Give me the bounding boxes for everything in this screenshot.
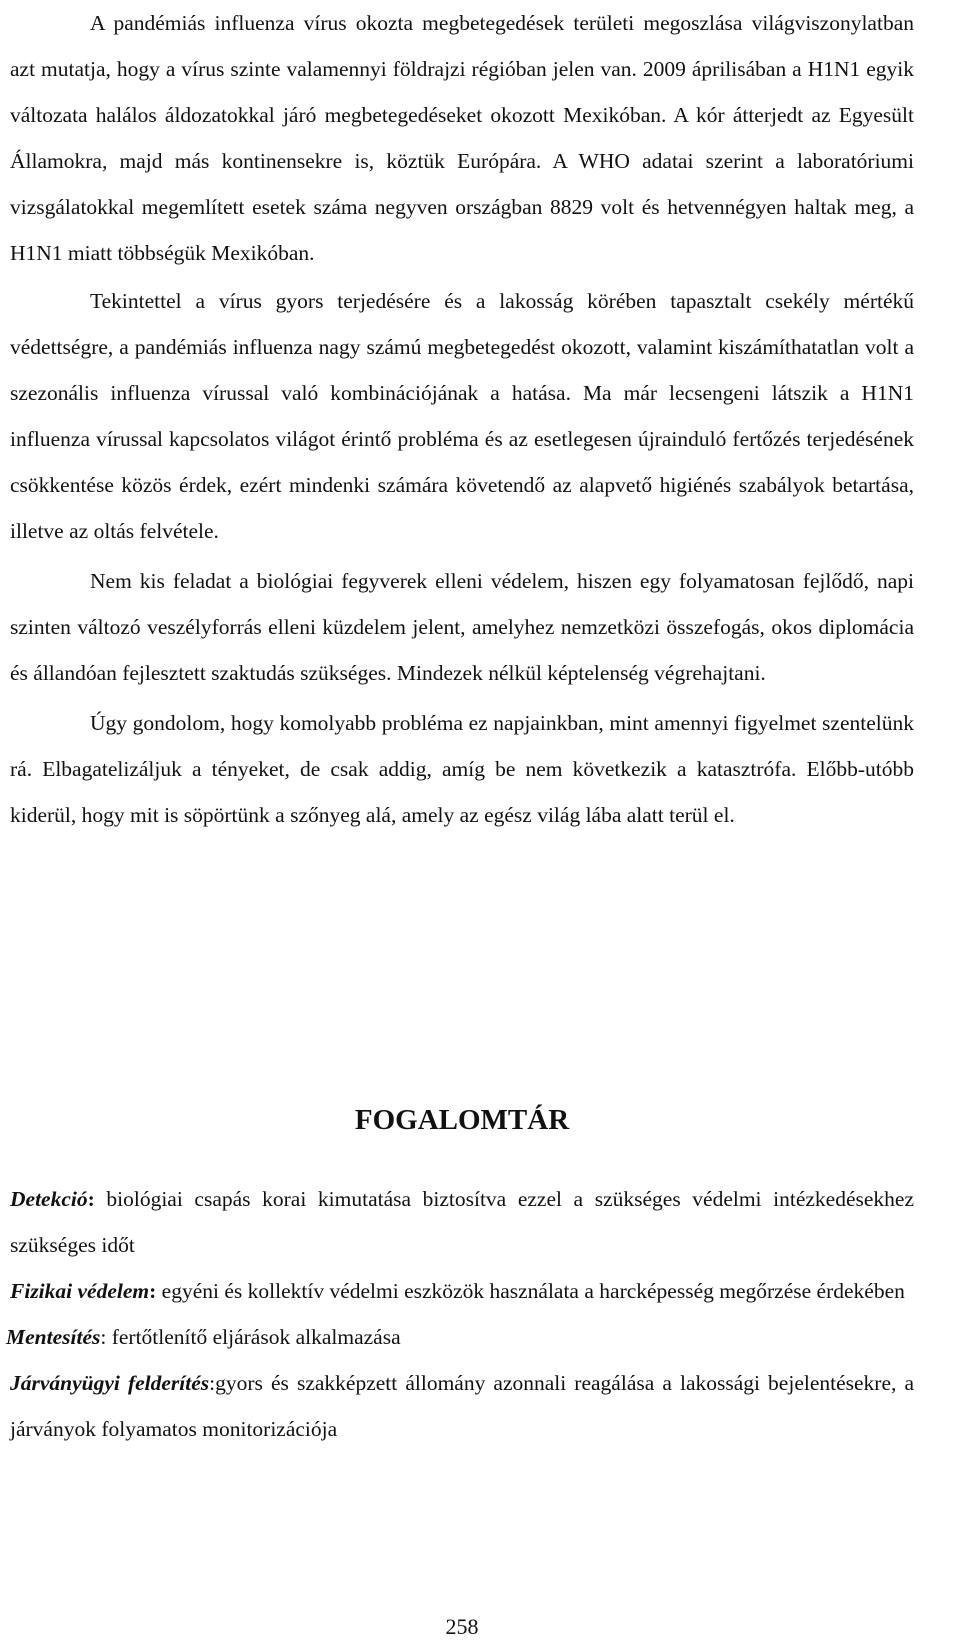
glossary-term-separator: : <box>87 1187 95 1211</box>
glossary-definition: egyéni és kollektív védelmi eszközök használata a harcképesség megőrzése érdekében <box>156 1279 905 1303</box>
glossary-entry-mentesites <box>6 1314 914 1360</box>
paragraph-virus-spread: Tekintettel a vírus gyors terjedésére és a lakosság körében tapasztalt csekély mértékű védettségre, a pandémiás influenza nagy számú megbetegedést okozott, valamint kiszámíthatatlan volt a szezonális influenza vírussal való kombinációjának a hatása. Ma már lecsengeni látszik a H1N1 influenza vírussal kapcsolatos világot érintő probléma és az esetlegesen újrainduló fertőzés terjedésének csökkentése közös érdek, ezért mindenki számára követendő az alapvető higiénés szabályok betartása, illetve az oltás felvétele. <box>10 289 914 543</box>
paragraph-biological-defense: Nem kis feladat a biológiai fegyverek elleni védelem, hiszen egy folyamatosan fejlődő, napi szinten változó veszélyforrás elleni küzdelem jelent, amelyhez nemzetközi összefogás, okos diplomácia és állandóan fejlesztett szaktudás szükséges. Mindezek nélkül képtelenség végrehajtani. <box>10 569 914 685</box>
paragraph-pandemic-distribution: A pandémiás influenza vírus okozta megbetegedések területi megoszlása világviszonylatban azt mutatja, hogy a vírus szinte valamennyi földrajzi régióban jelen van. 2009 áprilisában a H1N1 egyik változata halálos áldozatokkal járó megbetegedéseket okozott Mexikóban. A kór átterjedt az Egyesült Államokra, majd más kontinensekre is, köztük Európára. A WHO adatai szerint a laboratóriumi vizsgálatokkal megemlített esetek száma negyven országban 8829 volt és hetvennégyen haltak meg, a H1N1 miatt többségük Mexikóban. <box>10 11 914 265</box>
glossary-entry-detekcio <box>10 1176 914 1268</box>
glossary-definition: fertőtlenítő eljárások alkalmazása <box>106 1325 401 1349</box>
glossary-term-separator: : <box>209 1371 216 1395</box>
glossary-term: Mentesítés <box>6 1325 101 1349</box>
glossary-heading: FOGALOMTÁR <box>354 1104 570 1136</box>
glossary-list <box>6 1176 915 1452</box>
glossary-term-separator: : <box>149 1279 157 1303</box>
glossary-term: Detekció <box>10 1187 88 1211</box>
glossary-definition: gyors és szakképzett állomány azonnali reagálása a lakossági bejelentésekre, a járványok folyamatos monitorizációja <box>10 1371 915 1441</box>
glossary-entry-fizikai-vedelem <box>10 1268 914 1314</box>
paragraph-conclusion: Úgy gondolom, hogy komolyabb probléma ez napjainkban, mint amennyi figyelmet szentelünk rá. Elbagatelizáljuk a tényeket, de csak addig, amíg be nem következik a katasztrófa. Előbb-utóbb kiderül, hogy mit is söpörtünk a szőnyeg alá, amely az egész világ lába alatt terül el. <box>10 711 914 827</box>
document-page <box>6 0 915 1639</box>
glossary-term: Járványügyi felderítés <box>10 1371 210 1395</box>
glossary-definition: biológiai csapás korai kimutatása biztosítva ezzel a szükséges védelmi intézkedésekhez szükséges időt <box>10 1187 914 1257</box>
glossary-term-separator: : <box>100 1325 107 1349</box>
page-number: 258 <box>445 1614 479 1639</box>
glossary-term: Fizikai védelem <box>10 1279 150 1303</box>
glossary-entry-jarvanyugyi-felderites <box>10 1360 914 1452</box>
